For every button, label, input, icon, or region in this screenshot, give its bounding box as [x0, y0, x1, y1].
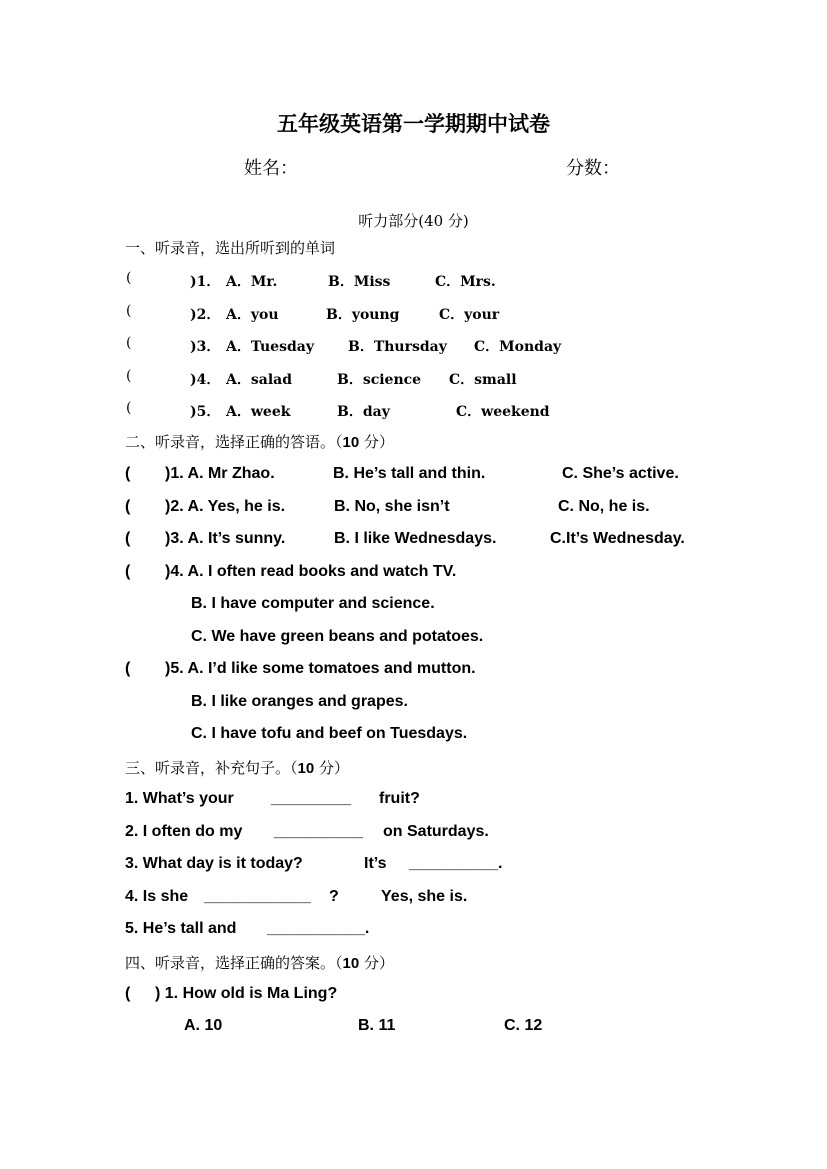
question-stem: )3. A. It’s sunny. — [165, 530, 286, 547]
section-score: 10 — [342, 434, 360, 451]
sentence-text: 1. What’s your — [125, 790, 234, 807]
question-stem: )4. A. I often read books and watch TV. — [165, 563, 457, 580]
option-c: C．Mrs. — [435, 274, 496, 290]
sentence-text: 5. He’s tall and — [125, 920, 237, 937]
option-c: C.It’s Wednesday. — [550, 530, 685, 547]
section4-heading — [125, 952, 394, 973]
option-c: C. 12 — [504, 1017, 543, 1034]
question-open-paren: ( — [125, 563, 131, 580]
question-open-paren: ( — [126, 400, 132, 416]
option-c: C．your — [439, 307, 500, 323]
name-label: 姓名： — [244, 158, 298, 179]
question-stem: )1. A. Mr Zhao. — [165, 465, 275, 482]
answer-blank[interactable]: ____________ — [204, 888, 311, 905]
section3-heading — [125, 757, 349, 778]
question-open-paren: ( — [126, 335, 132, 351]
sentence-text: fruit? — [379, 790, 420, 807]
question-number: )5． — [190, 404, 221, 420]
option-c: C．small — [449, 372, 517, 388]
option-b: B．day — [337, 404, 390, 420]
question-number: )2． — [190, 307, 221, 323]
sentence-text: 3. What day is it today? — [125, 855, 303, 872]
option-c: C. We have green beans and potatoes. — [191, 628, 484, 645]
option-b: B．science — [337, 372, 422, 388]
option-b: B. 11 — [358, 1017, 396, 1034]
option-c: C．Monday — [474, 339, 562, 355]
option-b: B. I like Wednesdays. — [334, 530, 497, 547]
answer-blank[interactable]: ___________. — [267, 920, 370, 937]
option-a: A．Mr. — [226, 274, 278, 290]
option-b: B．Miss — [328, 274, 391, 290]
sentence-text: Yes, she is. — [381, 888, 468, 905]
option-a: A．Tuesday — [226, 339, 314, 355]
option-b: B. No, she isn’t — [334, 498, 450, 515]
option-a: A．week — [226, 404, 291, 420]
option-b: B．young — [326, 307, 400, 323]
question-stem: ) 1. How old is Ma Ling? — [155, 985, 338, 1002]
question-open-paren: ( — [126, 368, 132, 384]
option-a: A. 10 — [184, 1017, 223, 1034]
question-open-paren: ( — [126, 303, 132, 319]
option-c: C. No, he is. — [558, 498, 650, 515]
question-stem: )5. A. I’d like some tomatoes and mutton. — [165, 660, 476, 677]
option-c: C. She’s active. — [562, 465, 679, 482]
answer-blank[interactable]: __________ — [274, 823, 363, 840]
option-c: C. I have tofu and beef on Tuesdays. — [191, 725, 468, 742]
score-label: 分数： — [566, 158, 620, 179]
question-open-paren: ( — [126, 270, 132, 286]
question-open-paren: ( — [125, 530, 131, 547]
sentence-text: It’s — [364, 855, 387, 872]
section-heading-suffix: 分） — [314, 759, 349, 777]
answer-blank[interactable]: _________ — [271, 790, 352, 807]
option-b: B. I have computer and science. — [191, 595, 435, 612]
sentence-text: 4. Is she — [125, 888, 189, 905]
option-c: C．weekend — [456, 404, 550, 420]
sentence-text: ? — [329, 888, 339, 905]
section-heading-text: 二、听录音，选择正确的答语。（ — [125, 433, 343, 451]
question-number: )4． — [190, 372, 221, 388]
option-a: A．salad — [226, 372, 292, 388]
page-title: 五年级英语第一学期期中试卷 — [277, 111, 550, 136]
section-heading-text: 四、听录音，选择正确的答案。（ — [125, 954, 343, 972]
question-open-paren: ( — [125, 985, 131, 1002]
section-score: 10 — [342, 955, 360, 972]
section-heading-suffix: 分） — [359, 433, 394, 451]
section-score: 10 — [297, 760, 315, 777]
question-number: )1． — [190, 274, 221, 290]
answer-blank[interactable]: __________. — [409, 855, 503, 872]
question-number: )3． — [190, 339, 221, 355]
part-title: 听力部分(40 分) — [358, 212, 469, 230]
option-b: B．Thursday — [348, 339, 447, 355]
sentence-text: 2. I often do my — [125, 823, 243, 840]
question-open-paren: ( — [125, 660, 131, 677]
sentence-text: on Saturdays. — [383, 823, 489, 840]
option-b: B. He’s tall and thin. — [333, 465, 486, 482]
option-b: B. I like oranges and grapes. — [191, 693, 408, 710]
option-a: A．you — [226, 307, 279, 323]
section-heading-text: 三、听录音，补充句子。（ — [125, 759, 298, 777]
question-open-paren: ( — [125, 465, 131, 482]
question-stem: )2. A. Yes, he is. — [165, 498, 286, 515]
section1-heading: 一、听录音，选出所听到的单词 — [125, 239, 336, 257]
section-heading-suffix: 分） — [359, 954, 394, 972]
section2-heading — [125, 431, 394, 452]
question-open-paren: ( — [125, 498, 131, 515]
